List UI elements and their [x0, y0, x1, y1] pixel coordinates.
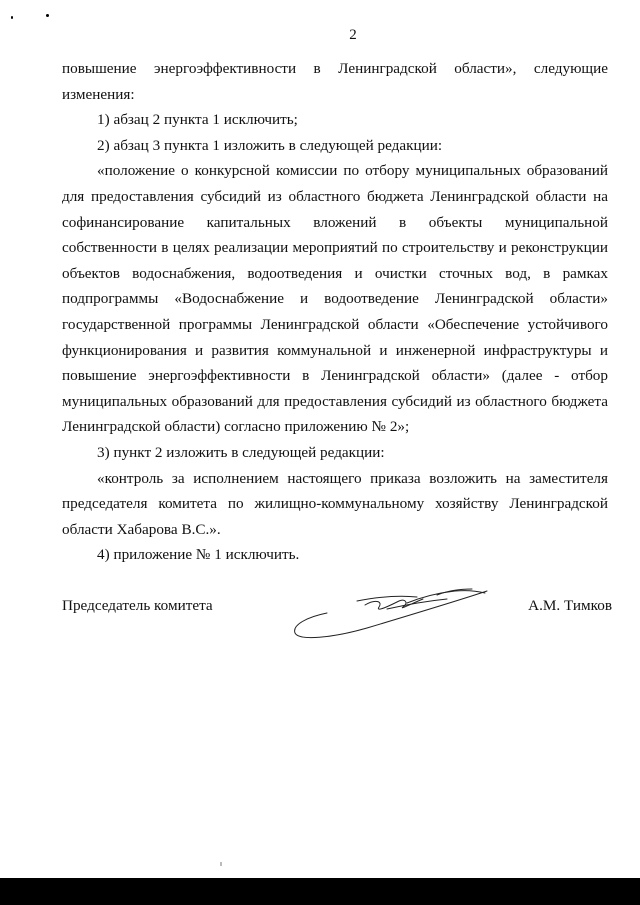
signatory-position: Председатель комитета — [62, 597, 213, 614]
paragraph-item-2: 2) абзац 3 пункта 1 изложить в следующей редакции: — [97, 136, 443, 154]
paragraph-item-1: 1) абзац 2 пункта 1 исключить; — [97, 111, 298, 129]
signature-block — [62, 583, 612, 643]
scan-mark — [220, 862, 222, 866]
handwritten-signature — [287, 583, 497, 643]
document-body — [62, 56, 608, 568]
scan-speck — [11, 16, 13, 19]
scan-speck — [46, 14, 49, 17]
signatory-name: А.М. Тимков — [528, 597, 612, 614]
paragraph-quoted-control: «контроль за исполнением настоящего приказа возложить на заместителя председателя комитета по жилищно-коммунальному хозяйству Ленинградской области Хабарова В.С.». — [62, 469, 608, 538]
page-number: 2 — [349, 27, 357, 43]
paragraph-quoted-commission: «положение о конкурсной комиссии по отбору муниципальных образований для предоставления субсидий из областного бюджета Ленинградской области на софинансирование капитальных вложений в объекты муниципальной собственности в целях реализации мероприятий по строительству и реконструкции объектов водоснабжения, водоотведения и очистки сточных вод, в рамках подпрограммы «Водоснабжение и водоотведение Ленинградской области» государственной программы Ленинградской области «Обеспечение устойчивого функционирования и развития коммунальной и инженерной инфраструктуры и повышение энергоэффективности в Ленинградской области» (далее - отбор муниципальных образований для предоставления субсидий из областного бюджета Ленинградской области) согласно приложению № 2»; — [62, 162, 608, 436]
paragraph-item-4: 4) приложение № 1 исключить. — [97, 546, 300, 564]
paragraph-continuation: повышение энергоэффективности в Ленинградской области», следующие изменения: — [62, 60, 608, 103]
scan-bottom-edge — [0, 878, 640, 905]
paragraph-item-3: 3) пункт 2 изложить в следующей редакции: — [97, 443, 385, 461]
